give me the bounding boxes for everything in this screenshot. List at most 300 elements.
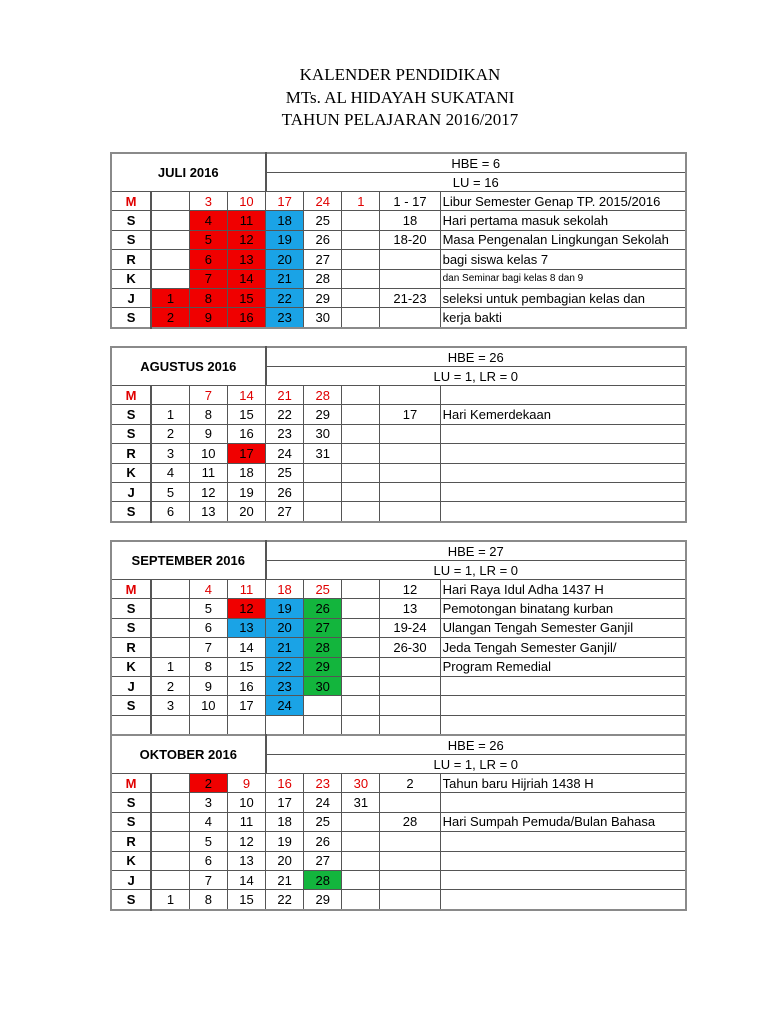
document-header <box>0 64 768 132</box>
day-label: J <box>111 288 151 307</box>
date-cell: 8 <box>189 890 227 910</box>
date-cell: 29 <box>304 405 342 424</box>
week-row <box>111 715 686 735</box>
date-cell <box>266 715 304 735</box>
date-cell <box>304 715 342 735</box>
event-dates <box>380 657 440 676</box>
month-title: OKTOBER 2016 <box>111 735 266 774</box>
event-dates <box>380 502 440 522</box>
date-cell <box>151 386 189 405</box>
day-label: S <box>111 308 151 328</box>
month-calendar <box>110 540 687 736</box>
event-dates <box>380 269 440 288</box>
date-cell: 10 <box>189 444 227 463</box>
date-cell: 24 <box>304 192 342 211</box>
week-row <box>111 812 686 831</box>
date-cell: 6 <box>151 502 189 522</box>
day-label: J <box>111 870 151 889</box>
week-row <box>111 618 686 637</box>
day-label: R <box>111 444 151 463</box>
date-cell <box>304 463 342 482</box>
date-cell: 15 <box>227 405 265 424</box>
date-cell: 21 <box>266 269 304 288</box>
date-cell: 7 <box>189 870 227 889</box>
event-dates <box>380 424 440 443</box>
date-cell: 24 <box>266 696 304 715</box>
date-cell: 1 <box>151 405 189 424</box>
date-cell: 6 <box>189 250 227 269</box>
date-cell: 25 <box>304 211 342 230</box>
event-description <box>440 386 686 405</box>
event-description: dan Seminar bagi kelas 8 dan 9 <box>440 269 686 288</box>
event-dates: 26-30 <box>380 638 440 657</box>
date-cell <box>342 211 380 230</box>
date-cell: 21 <box>266 638 304 657</box>
date-cell: 2 <box>151 424 189 443</box>
date-cell <box>151 774 189 793</box>
date-cell <box>342 463 380 482</box>
calendar-table <box>110 346 687 523</box>
holiday-count: LU = 1, LR = 0 <box>266 561 687 580</box>
date-cell: 18 <box>266 812 304 831</box>
event-dates <box>380 250 440 269</box>
date-cell: 17 <box>227 696 265 715</box>
calendar-table <box>110 152 687 329</box>
date-cell <box>342 250 380 269</box>
date-cell: 30 <box>304 424 342 443</box>
event-description <box>440 851 686 870</box>
date-cell: 1 <box>151 288 189 307</box>
week-row <box>111 502 686 522</box>
holiday-count: LU = 1, LR = 0 <box>266 367 686 386</box>
day-label: K <box>111 463 151 482</box>
date-cell <box>151 638 189 657</box>
month-title: SEPTEMBER 2016 <box>111 541 266 580</box>
month-header-row <box>111 735 686 755</box>
day-label: S <box>111 230 151 249</box>
date-cell <box>342 676 380 695</box>
date-cell: 4 <box>151 463 189 482</box>
day-label: S <box>111 812 151 831</box>
event-description <box>440 832 686 851</box>
month-title: JULI 2016 <box>111 153 266 192</box>
date-cell <box>151 230 189 249</box>
date-cell: 27 <box>304 851 342 870</box>
date-cell: 9 <box>227 774 265 793</box>
date-cell <box>151 192 189 211</box>
week-row <box>111 386 686 405</box>
event-dates: 18 <box>380 211 440 230</box>
date-cell <box>342 618 380 637</box>
date-cell: 22 <box>266 288 304 307</box>
event-description: bagi siswa kelas 7 <box>440 250 686 269</box>
week-row <box>111 269 686 288</box>
day-label: R <box>111 250 151 269</box>
day-label: J <box>111 676 151 695</box>
date-cell: 16 <box>227 676 265 695</box>
event-description <box>440 890 686 910</box>
date-cell: 14 <box>227 269 265 288</box>
date-cell <box>151 618 189 637</box>
week-row <box>111 405 686 424</box>
date-cell: 12 <box>227 832 265 851</box>
date-cell <box>342 269 380 288</box>
event-description: Libur Semester Genap TP. 2015/2016 <box>440 192 686 211</box>
header-year: TAHUN PELAJARAN 2016/2017 <box>281 110 519 129</box>
date-cell: 4 <box>189 211 227 230</box>
date-cell: 10 <box>227 192 265 211</box>
day-label: K <box>111 851 151 870</box>
month-header-row <box>111 347 686 367</box>
header-school: MTs. AL HIDAYAH SUKATANI <box>285 87 515 107</box>
event-dates <box>380 696 440 715</box>
date-cell: 4 <box>189 812 227 831</box>
event-description <box>440 482 686 501</box>
week-row <box>111 211 686 230</box>
date-cell <box>151 832 189 851</box>
date-cell <box>151 851 189 870</box>
week-row <box>111 482 686 501</box>
event-description: Masa Pengenalan Lingkungan Sekolah <box>440 230 686 249</box>
event-dates: 28 <box>380 812 440 831</box>
week-row <box>111 308 686 328</box>
date-cell: 15 <box>227 288 265 307</box>
date-cell: 22 <box>266 405 304 424</box>
date-cell: 26 <box>304 599 342 618</box>
date-cell <box>342 405 380 424</box>
day-label: S <box>111 618 151 637</box>
date-cell <box>304 482 342 501</box>
date-cell: 27 <box>266 502 304 522</box>
date-cell <box>342 580 380 599</box>
event-dates <box>380 386 440 405</box>
month-calendar <box>110 152 687 329</box>
date-cell <box>342 386 380 405</box>
event-description: Ulangan Tengah Semester Ganjil <box>440 618 686 637</box>
date-cell: 15 <box>227 890 265 910</box>
week-row <box>111 851 686 870</box>
week-row <box>111 192 686 211</box>
date-cell: 20 <box>266 250 304 269</box>
day-label: J <box>111 482 151 501</box>
date-cell: 3 <box>151 444 189 463</box>
date-cell: 13 <box>189 502 227 522</box>
date-cell: 28 <box>304 269 342 288</box>
day-label: R <box>111 832 151 851</box>
event-dates <box>380 832 440 851</box>
date-cell: 26 <box>304 230 342 249</box>
week-row <box>111 890 686 910</box>
date-cell: 27 <box>304 618 342 637</box>
hbe-count: HBE = 26 <box>266 347 686 367</box>
date-cell: 14 <box>227 386 265 405</box>
week-row <box>111 832 686 851</box>
date-cell <box>342 812 380 831</box>
hbe-count: HBE = 6 <box>266 153 686 173</box>
date-cell <box>342 870 380 889</box>
date-cell <box>151 812 189 831</box>
event-dates <box>380 482 440 501</box>
month-header-row <box>111 153 686 173</box>
date-cell: 21 <box>266 386 304 405</box>
date-cell: 3 <box>189 192 227 211</box>
week-row <box>111 774 686 793</box>
event-dates: 13 <box>380 599 440 618</box>
date-cell: 2 <box>189 774 227 793</box>
week-row <box>111 696 686 715</box>
date-cell: 3 <box>189 793 227 812</box>
event-dates <box>380 463 440 482</box>
date-cell: 10 <box>227 793 265 812</box>
date-cell: 29 <box>304 288 342 307</box>
date-cell: 11 <box>227 211 265 230</box>
event-dates: 17 <box>380 405 440 424</box>
date-cell: 26 <box>266 482 304 501</box>
date-cell <box>342 424 380 443</box>
date-cell: 18 <box>266 211 304 230</box>
date-cell: 14 <box>227 638 265 657</box>
day-label: S <box>111 696 151 715</box>
event-description: seleksi untuk pembagian kelas dan <box>440 288 686 307</box>
date-cell: 22 <box>266 657 304 676</box>
hbe-count: HBE = 27 <box>266 541 687 561</box>
week-row <box>111 638 686 657</box>
date-cell: 8 <box>189 405 227 424</box>
date-cell <box>342 696 380 715</box>
event-dates: 18-20 <box>380 230 440 249</box>
date-cell: 9 <box>189 424 227 443</box>
calendar-table <box>110 734 687 911</box>
date-cell <box>342 288 380 307</box>
date-cell <box>304 502 342 522</box>
date-cell <box>342 599 380 618</box>
date-cell: 30 <box>304 308 342 328</box>
date-cell <box>151 580 189 599</box>
event-description <box>440 715 686 735</box>
date-cell: 1 <box>151 657 189 676</box>
month-header-row <box>111 541 686 561</box>
date-cell: 13 <box>227 250 265 269</box>
date-cell <box>151 715 189 735</box>
header-title: KALENDER PENDIDIKAN <box>299 65 501 84</box>
date-cell <box>342 482 380 501</box>
day-label: S <box>111 599 151 618</box>
event-description <box>440 793 686 812</box>
event-description: Hari Kemerdekaan <box>440 405 686 424</box>
date-cell: 19 <box>266 230 304 249</box>
date-cell <box>342 657 380 676</box>
week-row <box>111 676 686 695</box>
date-cell: 19 <box>266 599 304 618</box>
date-cell: 17 <box>266 793 304 812</box>
date-cell: 10 <box>189 696 227 715</box>
event-description <box>440 502 686 522</box>
event-dates <box>380 444 440 463</box>
date-cell: 5 <box>189 832 227 851</box>
event-description <box>440 676 686 695</box>
date-cell: 8 <box>189 657 227 676</box>
day-label: S <box>111 405 151 424</box>
holiday-count: LU = 1, LR = 0 <box>266 755 686 774</box>
date-cell: 27 <box>304 250 342 269</box>
date-cell <box>189 715 227 735</box>
date-cell: 20 <box>227 502 265 522</box>
date-cell: 1 <box>151 890 189 910</box>
date-cell: 6 <box>189 851 227 870</box>
date-cell: 31 <box>342 793 380 812</box>
date-cell: 31 <box>304 444 342 463</box>
week-row <box>111 657 686 676</box>
date-cell: 28 <box>304 870 342 889</box>
event-description: kerja bakti <box>440 308 686 328</box>
week-row <box>111 250 686 269</box>
date-cell <box>342 502 380 522</box>
date-cell: 13 <box>227 851 265 870</box>
week-row <box>111 580 686 599</box>
date-cell: 15 <box>227 657 265 676</box>
date-cell: 23 <box>304 774 342 793</box>
day-label: M <box>111 774 151 793</box>
date-cell: 28 <box>304 386 342 405</box>
date-cell: 16 <box>227 308 265 328</box>
date-cell: 18 <box>227 463 265 482</box>
date-cell: 12 <box>227 599 265 618</box>
date-cell: 11 <box>227 812 265 831</box>
date-cell <box>342 851 380 870</box>
date-cell <box>342 444 380 463</box>
event-description: Pemotongan binatang kurban <box>440 599 686 618</box>
date-cell <box>151 250 189 269</box>
date-cell: 23 <box>266 308 304 328</box>
date-cell: 21 <box>266 870 304 889</box>
date-cell <box>151 211 189 230</box>
date-cell: 11 <box>227 580 265 599</box>
date-cell <box>342 308 380 328</box>
date-cell: 28 <box>304 638 342 657</box>
date-cell: 25 <box>304 812 342 831</box>
event-description <box>440 444 686 463</box>
holiday-count: LU = 16 <box>266 173 686 192</box>
date-cell <box>151 599 189 618</box>
date-cell: 16 <box>266 774 304 793</box>
week-row <box>111 230 686 249</box>
event-dates <box>380 890 440 910</box>
date-cell: 13 <box>227 618 265 637</box>
day-label: S <box>111 424 151 443</box>
date-cell: 9 <box>189 676 227 695</box>
date-cell: 11 <box>189 463 227 482</box>
event-dates <box>380 715 440 735</box>
date-cell: 18 <box>266 580 304 599</box>
month-calendar <box>110 346 687 523</box>
day-label: M <box>111 386 151 405</box>
date-cell: 29 <box>304 890 342 910</box>
event-description: Program Remedial <box>440 657 686 676</box>
date-cell: 7 <box>189 269 227 288</box>
date-cell: 24 <box>266 444 304 463</box>
event-dates: 12 <box>380 580 440 599</box>
day-label: S <box>111 211 151 230</box>
date-cell: 25 <box>266 463 304 482</box>
date-cell: 30 <box>342 774 380 793</box>
date-cell: 19 <box>266 832 304 851</box>
date-cell: 26 <box>304 832 342 851</box>
date-cell: 5 <box>189 599 227 618</box>
date-cell: 23 <box>266 424 304 443</box>
event-description: Hari Raya Idul Adha 1437 H <box>440 580 686 599</box>
event-dates: 19-24 <box>380 618 440 637</box>
date-cell: 20 <box>266 851 304 870</box>
event-description: Hari Sumpah Pemuda/Bulan Bahasa <box>440 812 686 831</box>
date-cell <box>342 715 380 735</box>
event-description <box>440 870 686 889</box>
day-label: M <box>111 580 151 599</box>
event-dates: 21-23 <box>380 288 440 307</box>
event-dates <box>380 676 440 695</box>
date-cell <box>342 890 380 910</box>
day-label <box>111 715 151 735</box>
date-cell <box>151 793 189 812</box>
calendar-table <box>110 540 687 736</box>
event-description <box>440 463 686 482</box>
date-cell <box>342 230 380 249</box>
date-cell <box>151 870 189 889</box>
date-cell: 1 <box>342 192 380 211</box>
date-cell <box>342 832 380 851</box>
week-row <box>111 793 686 812</box>
day-label: R <box>111 638 151 657</box>
date-cell: 4 <box>189 580 227 599</box>
date-cell: 22 <box>266 890 304 910</box>
date-cell: 30 <box>304 676 342 695</box>
date-cell: 29 <box>304 657 342 676</box>
date-cell: 25 <box>304 580 342 599</box>
week-row <box>111 463 686 482</box>
week-row <box>111 599 686 618</box>
month-title: AGUSTUS 2016 <box>111 347 266 386</box>
day-label: S <box>111 793 151 812</box>
month-calendar <box>110 734 687 911</box>
week-row <box>111 288 686 307</box>
day-label: K <box>111 269 151 288</box>
event-dates <box>380 308 440 328</box>
date-cell: 5 <box>189 230 227 249</box>
event-description: Hari pertama masuk sekolah <box>440 211 686 230</box>
week-row <box>111 444 686 463</box>
day-label: S <box>111 890 151 910</box>
event-dates: 2 <box>380 774 440 793</box>
date-cell: 12 <box>189 482 227 501</box>
date-cell: 7 <box>189 386 227 405</box>
date-cell: 17 <box>227 444 265 463</box>
date-cell: 6 <box>189 618 227 637</box>
event-dates <box>380 870 440 889</box>
date-cell: 14 <box>227 870 265 889</box>
event-description <box>440 696 686 715</box>
date-cell: 7 <box>189 638 227 657</box>
event-dates <box>380 851 440 870</box>
date-cell: 9 <box>189 308 227 328</box>
date-cell: 20 <box>266 618 304 637</box>
date-cell: 19 <box>227 482 265 501</box>
week-row <box>111 870 686 889</box>
day-label: K <box>111 657 151 676</box>
date-cell <box>304 696 342 715</box>
hbe-count: HBE = 26 <box>266 735 686 755</box>
date-cell <box>151 269 189 288</box>
date-cell: 16 <box>227 424 265 443</box>
week-row <box>111 424 686 443</box>
